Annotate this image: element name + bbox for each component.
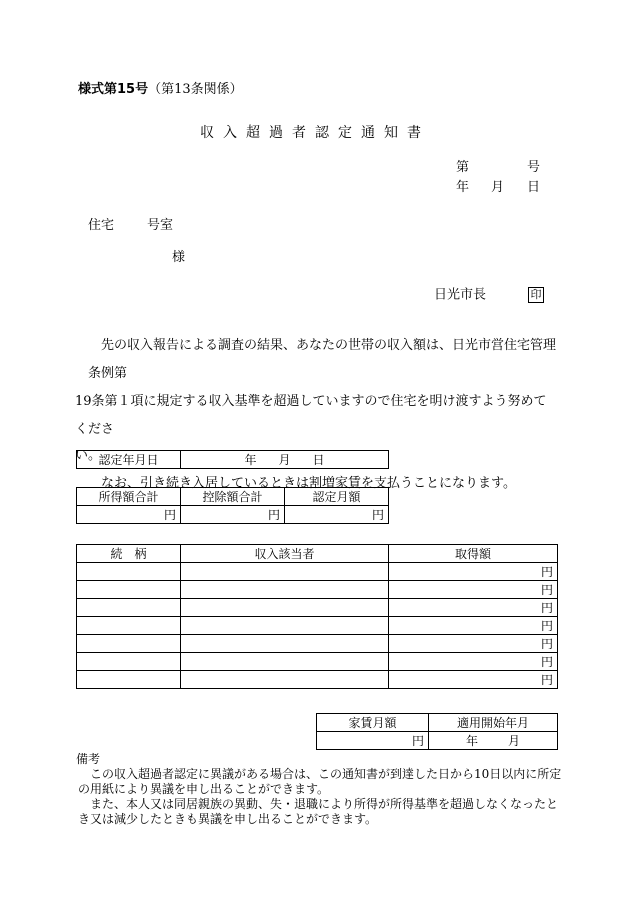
doc-number-block	[454, 160, 544, 200]
amount-cell[interactable]: 円	[389, 635, 558, 653]
earner-cell[interactable]	[181, 617, 389, 635]
income-header-monthly: 認定月額	[285, 488, 389, 506]
body-paragraph-4: なお、引き続き入居しているときは割増家賃を支払うことになります。	[101, 476, 516, 491]
income-header-total: 所得額合計	[77, 488, 181, 506]
relation-cell[interactable]	[77, 635, 181, 653]
monthly-amount-cell[interactable]: 円	[285, 506, 389, 524]
relation-cell[interactable]	[77, 563, 181, 581]
amount-cell[interactable]: 円	[389, 599, 558, 617]
notes-heading: 備考	[76, 752, 101, 766]
table-row	[77, 617, 558, 635]
members-header-amount: 取得額	[389, 545, 558, 563]
amount-cell[interactable]: 円	[389, 581, 558, 599]
amount-cell[interactable]: 円	[389, 653, 558, 671]
relation-cell[interactable]	[77, 671, 181, 689]
income-total-cell[interactable]: 円	[77, 506, 181, 524]
doc-date-day: 日	[527, 180, 541, 195]
earner-cell[interactable]	[181, 581, 389, 599]
doc-date-month: 月	[491, 180, 505, 195]
addressee-room: 号室	[147, 218, 174, 233]
issuer-line	[434, 287, 544, 304]
form-number-line	[78, 82, 243, 98]
notice-body	[75, 332, 558, 500]
rent-start-cell[interactable]	[429, 732, 558, 750]
body-paragraph-1: 先の収入報告による調査の結果、あなたの世帯の収入額は、日光市営住宅管理条例第	[88, 338, 557, 381]
earner-cell[interactable]	[181, 599, 389, 617]
cert-date-month: 月	[278, 453, 291, 467]
doc-number-dai: 第	[456, 160, 470, 175]
rent-header-monthly: 家賃月額	[317, 714, 429, 732]
form-article: （第13条関係）	[148, 82, 243, 97]
rent-table	[316, 713, 558, 750]
body-paragraph-3: い。	[75, 448, 102, 463]
cert-date-value[interactable]	[181, 451, 389, 469]
table-row	[77, 563, 558, 581]
addressee-housing: 住宅	[88, 218, 115, 233]
rent-start-month: 月	[508, 734, 521, 748]
table-row	[77, 635, 558, 653]
amount-cell[interactable]: 円	[389, 563, 558, 581]
earner-cell[interactable]	[181, 671, 389, 689]
form-number: 様式第15号	[78, 82, 149, 97]
rent-header-start: 適用開始年月	[429, 714, 558, 732]
notes-item-1: この収入超過者認定に異議がある場合は、この通知書が到達した日から10日以内に所定の用紙により異議を申し出ることができます。	[78, 767, 562, 796]
cert-date-table	[76, 450, 389, 469]
rent-amount-cell[interactable]: 円	[317, 732, 429, 750]
relation-cell[interactable]	[77, 653, 181, 671]
cert-date-label: 認定年月日	[77, 451, 181, 469]
amount-cell[interactable]: 円	[389, 617, 558, 635]
members-header-earner: 収入該当者	[181, 545, 389, 563]
cert-date-year: 年	[244, 453, 257, 467]
seal-stamp: 印	[528, 287, 544, 303]
issuer-title: 日光市長	[434, 287, 487, 303]
table-row	[77, 671, 558, 689]
table-row	[77, 599, 558, 617]
table-row	[77, 653, 558, 671]
earner-cell[interactable]	[181, 563, 389, 581]
relation-cell[interactable]	[77, 599, 181, 617]
deduction-total-cell[interactable]: 円	[181, 506, 285, 524]
income-summary-table	[76, 487, 389, 524]
cert-date-day: 日	[312, 453, 325, 467]
earner-cell[interactable]	[181, 635, 389, 653]
income-header-deduction: 控除額合計	[181, 488, 285, 506]
page-title: 収入超過者認定通知書	[200, 125, 430, 141]
members-header-relation: 続 柄	[77, 545, 181, 563]
table-row	[77, 581, 558, 599]
relation-cell[interactable]	[77, 617, 181, 635]
notes-item-2: また、本人又は同居親族の異動、失・退職により所得が所得基準を超過しなくなったとき又は減少したときも異議を申し出ることができます。	[78, 797, 559, 826]
doc-date-year: 年	[456, 180, 470, 195]
rent-start-year: 年	[465, 734, 478, 748]
earner-cell[interactable]	[181, 653, 389, 671]
members-table	[76, 544, 558, 689]
relation-cell[interactable]	[77, 581, 181, 599]
amount-cell[interactable]: 円	[389, 671, 558, 689]
body-paragraph-2: 19条第１項に規定する収入基準を超過していますので住宅を明け渡すよう努めてくださ	[75, 394, 547, 437]
addressee-honorific: 様	[172, 250, 186, 265]
notes-section	[78, 752, 568, 827]
doc-number-go: 号	[527, 160, 541, 175]
